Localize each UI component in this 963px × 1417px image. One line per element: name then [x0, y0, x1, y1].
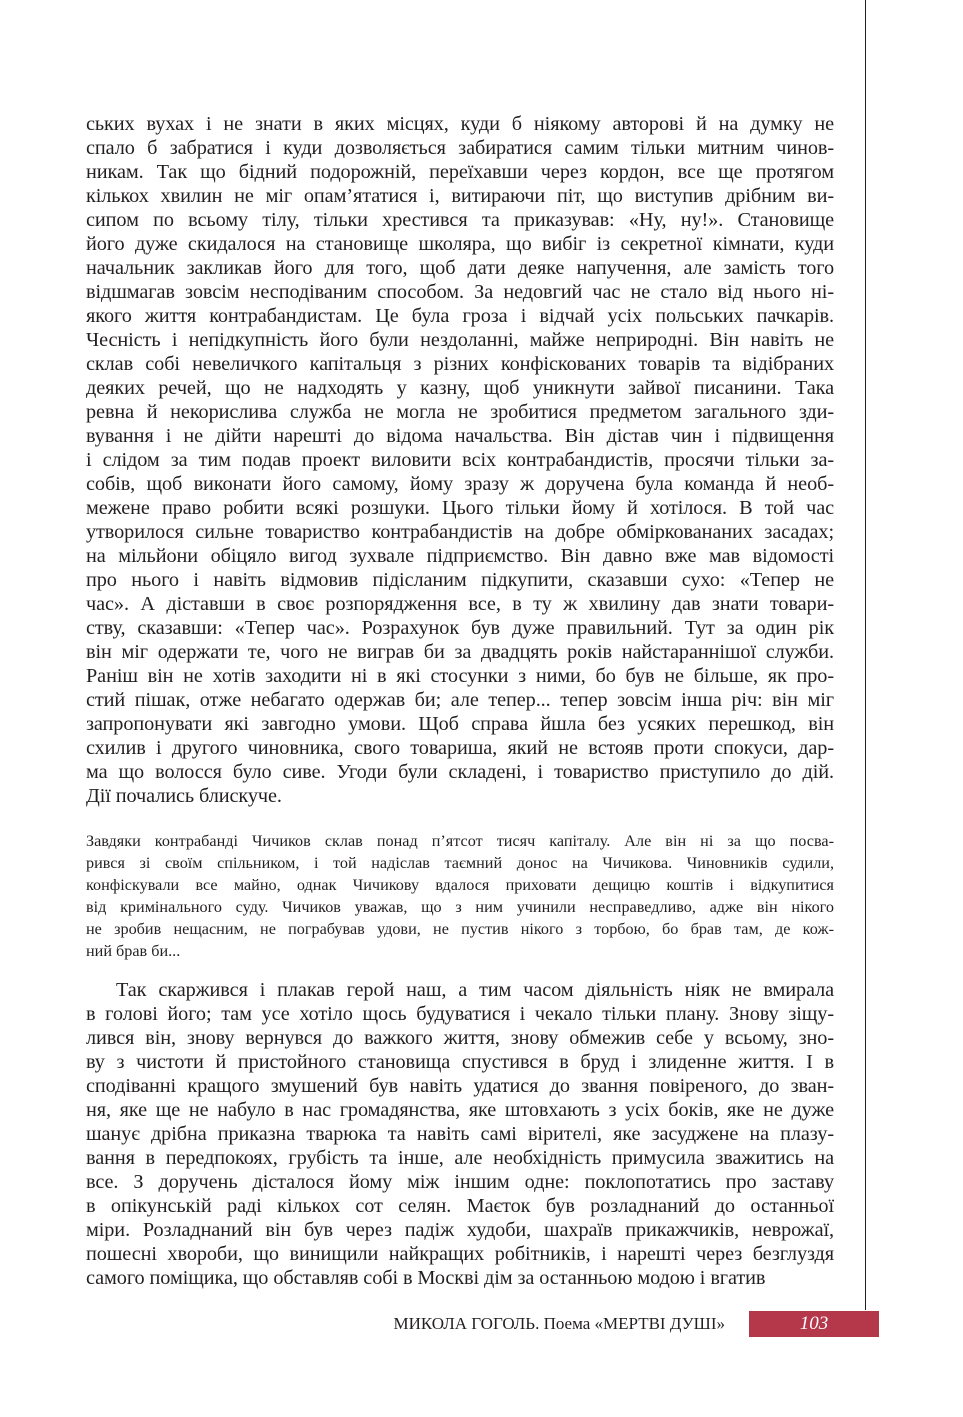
- text-line: ний брав би...: [86, 942, 181, 960]
- text-line: конфіскували все майно, однак Чичикову вдалося приховати дещицю коштів і відкупитися: [86, 876, 834, 894]
- text-line: лився він, знову вернувся до важкого життя, знову обмежив себе у всьому, зно-: [86, 1027, 834, 1049]
- text-line: сипом по всьому тілу, тільки хрестився та приказував: «Ну, ну!». Становище: [86, 209, 834, 231]
- text-line: собів, щоб виконати його самому, йому зразу ж доручена була команда й необ-: [86, 473, 834, 495]
- text-line: начальник закликав його для того, щоб дати деяке напучення, але замість того: [86, 257, 834, 279]
- text-line: самого поміщика, що обставляв собі в Москві дім за останньою модою і вгатив: [86, 1267, 766, 1289]
- text-line: спало б забратися і куди дозволяється забиратися самим тільки митним чинов-: [86, 137, 834, 159]
- page-number-badge: 103: [749, 1311, 879, 1337]
- text-line: запропонувати які завгодно умови. Щоб справа йшла без усяких перешкод, він: [86, 713, 834, 735]
- text-line: ревна й некорислива служба не могла не зробитися предметом загального зди-: [86, 401, 834, 423]
- text-line: ву з чистоти й пристойного становища спустився в бруд і злиденне життя. І в: [86, 1051, 834, 1073]
- text-line: Раніш він не хотів заходити ні в які стосунки з ними, бо був не більше, як про-: [86, 665, 834, 687]
- text-line: ня, яке ще не набуло в нас громадянства, яке штовхають з усіх боків, яке не дуже: [86, 1099, 834, 1121]
- text-line: Дії почались блискуче.: [86, 785, 282, 807]
- text-line: і слідом за тим подав проект виловити всіх контрабандистів, просячи тільки за-: [86, 449, 834, 471]
- text-line: Чесність і непідкупність його були нездоланні, майже неприродні. Він навіть не: [86, 329, 834, 351]
- text-line: в голові його; там усе хотіло щось будуватися і чекало тільки плану. Знову зіщу-: [86, 1003, 834, 1025]
- text-line: все. З доручень дісталося йому між іншим одне: поклопотатись про заставу: [86, 1171, 834, 1193]
- text-line: він міг одержати те, чого не виграв би за двадцять років найстараннішої служби.: [86, 641, 834, 663]
- text-line: відшмагав зовсім несподіваним способом. За недовгий час не стало від нього ні-: [86, 281, 834, 303]
- text-line: ма що волосся було сиве. Угоди були складені, і товариство приступило до дій.: [86, 761, 834, 783]
- text-line: час». А діставши в своє розпорядження все, в ту ж хвилину дав знати товари-: [86, 593, 834, 615]
- margin-rule: [865, 0, 866, 1310]
- text-line: ству, сказавши: «Тепер час». Розрахунок був дуже правильний. Тут за один рік: [86, 617, 834, 639]
- text-line: Так скаржився і плакав герой наш, а тим часом діяльність ніяк не вмирала: [116, 979, 834, 1001]
- text-line: якого життя контрабандистам. Це була гроза і відчай усіх польських пачкарів.: [86, 305, 834, 327]
- text-line: від кримінального суду. Чичиков уважав, що з ним учинили несправедливо, адже він нікого: [86, 898, 834, 916]
- text-line: вування і не дійти нарешті до відома начальства. Він дістав чин і підвищення: [86, 425, 834, 447]
- text-line: його дуже скидалося на становище школяра, що вибіг із секретної кімнати, куди: [86, 233, 834, 255]
- text-line: утворилося сильне товариство контрабандистів на добре обмірковананих засадах;: [86, 521, 834, 543]
- text-line: стий пішак, отже небагато одержав би; але тепер... тепер зовсім інша річ: він міг: [86, 689, 834, 711]
- text-line: в опікунській раді кількох сот селян. Маєток був розладнаний до останньої: [86, 1195, 834, 1217]
- text-line: склав собі невеличкого капітальця з різних конфіскованих товарів та відібраних: [86, 353, 834, 375]
- text-line: сподіванні кращого змушений був навіть удатися до звання повіреного, до зван-: [86, 1075, 834, 1097]
- text-line: никам. Так що бідний подорожній, переїхавши через кордон, все ще протягом: [86, 161, 834, 183]
- text-line: вання в передпокоях, грубість та інше, але необхідність примусила зважитись на: [86, 1147, 834, 1169]
- running-title: МИКОЛА ГОГОЛЬ. Поема «МЕРТВІ ДУШІ»: [393, 1314, 725, 1333]
- text-line: пошесні хвороби, що винищили найкращих робітників, і нарешті через безглуздя: [86, 1243, 834, 1265]
- text-line: деяких речей, що не надходять у казну, щоб уникнути зайвої писанини. Така: [86, 377, 834, 399]
- text-line: про нього і навіть відмовив підісланим підкупити, сказавши сухо: «Тепер не: [86, 569, 834, 591]
- text-line: рився зі своїм спільником, і той надіслав таємний донос на Чичикова. Чиновників судили,: [86, 854, 834, 872]
- text-line: ських вухах і не знати в яких місцях, куди б ніякому авторові й на думку не: [86, 113, 834, 135]
- text-line: межене право робити всякі розшуки. Цього тільки йому й хотілося. В той час: [86, 497, 834, 519]
- text-line: кількох хвилин не міг опам’ятатися і, витираючи піт, що виступив дрібним ви-: [86, 185, 834, 207]
- text-line: не зробив нещасним, не пограбував удови, не пустив нікого з торбою, бо брав там, де кож-: [86, 920, 834, 938]
- text-line: Завдяки контрабанді Чичиков склав понад п’ятсот тисяч капіталу. Але він ні за що посва-: [86, 832, 834, 850]
- text-line: на мільйони обіцяло вигод зухвале підприємство. Він давно вже мав відомості: [86, 545, 834, 567]
- text-line: міри. Розладнаний він був через падіж худоби, шахраїв прикажчиків, неврожаї,: [86, 1219, 834, 1241]
- text-line: шанує дрібна приказна тварюка та навіть самі вірителі, яке засуджене на плазу-: [86, 1123, 834, 1145]
- text-line: схилив і другого чиновника, свого товариша, який не встояв проти спокуси, дар-: [86, 737, 834, 759]
